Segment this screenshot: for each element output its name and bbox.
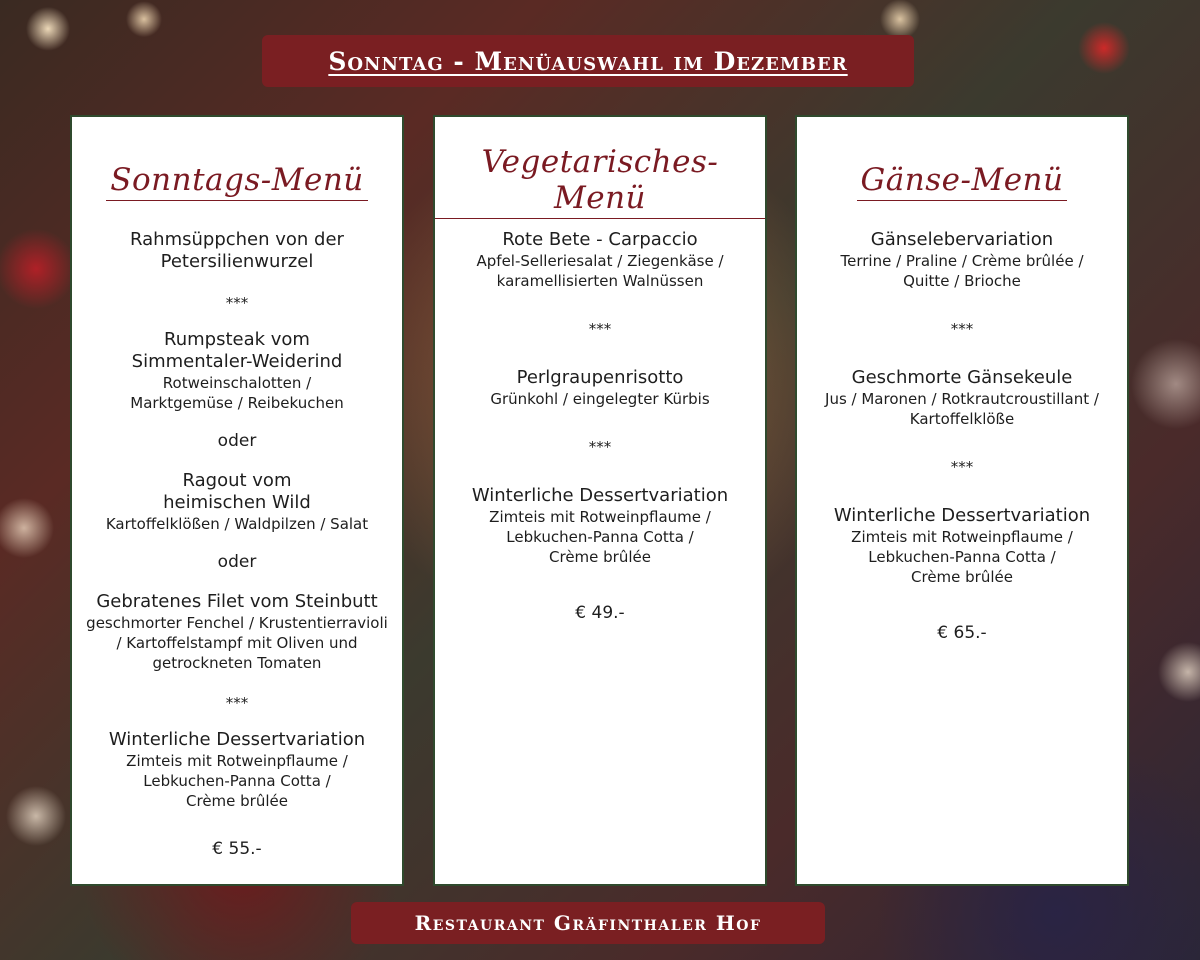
- main-course: [80, 591, 394, 673]
- dish-description: Zimteis mit Rotweinpflaume / Lebkuchen-Panna Cotta / Crème brûlée: [126, 752, 348, 810]
- dish-name: Geschmorte Gänsekeule: [851, 367, 1073, 388]
- dish-name: Gänselebervariation: [870, 229, 1054, 250]
- menu-title-text: Vegetarisches-Menü: [435, 144, 765, 219]
- menu-title: [797, 149, 1127, 213]
- main-course: [443, 367, 757, 409]
- menu-title-text: Gänse-Menü: [857, 162, 1068, 201]
- dish-name: Rumpsteak vom Simmentaler-Weiderind: [131, 329, 343, 372]
- main-course: [80, 470, 394, 534]
- separator: ***: [225, 294, 249, 312]
- dessert: [80, 729, 394, 811]
- menu-title: [72, 149, 402, 213]
- page-title: Sonntag - Menüauswahl im Dezember: [328, 46, 848, 76]
- dish-description: Apfel-Selleriesalat / Ziegenkäse / karamellisierten Walnüssen: [476, 252, 724, 290]
- restaurant-name: Restaurant Gräfinthaler Hof: [414, 911, 762, 935]
- starter: [80, 229, 394, 273]
- or-separator: oder: [217, 431, 257, 451]
- menu-card-gaense: [795, 115, 1129, 886]
- separator: ***: [225, 694, 249, 712]
- dessert: [805, 505, 1119, 587]
- dish-description: Rotweinschalotten / Marktgemüse / Reibekuchen: [130, 374, 344, 412]
- menu-body: [72, 229, 402, 859]
- separator: ***: [588, 438, 612, 456]
- main-course: [805, 367, 1119, 429]
- dish-name: Perlgraupenrisotto: [516, 367, 684, 388]
- starter: [805, 229, 1119, 291]
- menu-card-sonntag: [70, 115, 404, 886]
- footer-banner: [351, 902, 825, 944]
- menu-body: [797, 229, 1127, 643]
- dish-name: Rahmsüppchen von der Petersilienwurzel: [130, 229, 344, 272]
- separator: ***: [950, 458, 974, 476]
- menu-price: € 55.-: [212, 839, 262, 859]
- dish-name: Winterliche Dessertvariation: [471, 485, 729, 506]
- dish-name: Gebratenes Filet vom Steinbutt: [96, 591, 378, 612]
- dish-description: Kartoffelklößen / Waldpilzen / Salat: [105, 515, 369, 533]
- dish-description: Terrine / Praline / Crème brûlée / Quitte / Brioche: [840, 252, 1084, 290]
- menu-title: [435, 143, 765, 216]
- menu-price: € 65.-: [937, 623, 987, 643]
- menu-price: € 49.-: [575, 603, 625, 623]
- dish-name: Winterliche Dessertvariation: [833, 505, 1091, 526]
- menu-title-text: Sonntags-Menü: [106, 162, 368, 201]
- dish-description: Grünkohl / eingelegter Kürbis: [490, 390, 710, 408]
- or-separator: oder: [217, 552, 257, 572]
- dish-name: Ragout vom heimischen Wild: [163, 470, 311, 513]
- dish-description: Jus / Maronen / Rotkrautcroustillant / Kartoffelklöße: [825, 390, 1099, 428]
- dish-description: Zimteis mit Rotweinpflaume / Lebkuchen-Panna Cotta / Crème brûlée: [851, 528, 1073, 586]
- dessert: [443, 485, 757, 567]
- dish-description: geschmorter Fenchel / Krustentierravioli / Kartoffelstampf mit Oliven und getrockneten Tomaten: [86, 614, 388, 672]
- header-banner: [262, 35, 914, 87]
- dish-name: Rote Bete - Carpaccio: [502, 229, 698, 250]
- dish-name: Winterliche Dessertvariation: [108, 729, 366, 750]
- separator: ***: [588, 320, 612, 338]
- separator: ***: [950, 320, 974, 338]
- menu-body: [435, 229, 765, 623]
- main-course: [80, 329, 394, 413]
- dish-description: Zimteis mit Rotweinpflaume / Lebkuchen-Panna Cotta / Crème brûlée: [489, 508, 711, 566]
- menu-card-vegetarisch: [433, 115, 767, 886]
- starter: [443, 229, 757, 291]
